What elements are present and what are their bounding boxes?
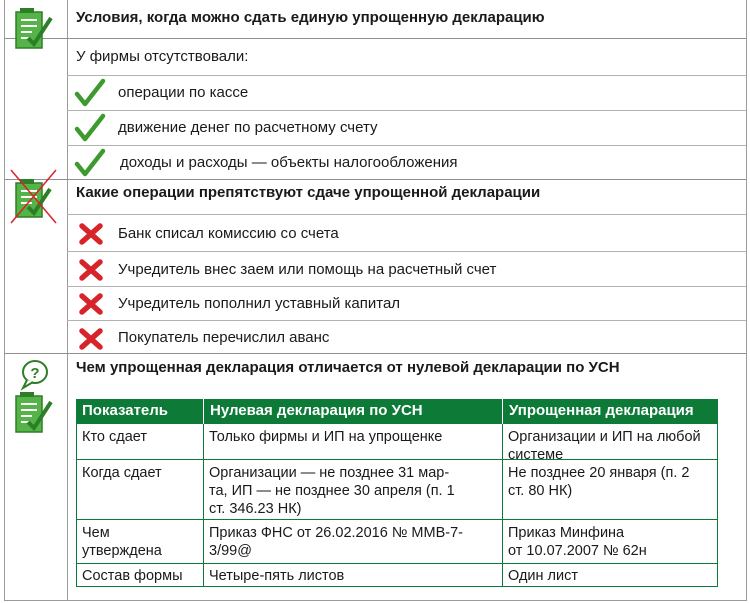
cross-icon (78, 222, 104, 246)
table-cell: Состав формы (82, 568, 183, 584)
table-cell: Не позднее 20 января (п. 2 ст. 80 НК) (508, 465, 690, 499)
table-cell: Только фирмы и ИП на упрощенке (209, 429, 443, 445)
list-item: Учредитель внес заем или помощь на расчетный счет (118, 261, 497, 278)
table-cell: Четыре-пять листов (209, 568, 345, 584)
list-item: Банк списал комиссию со счета (118, 225, 339, 242)
checkmark-icon (74, 78, 106, 108)
divider (4, 179, 746, 180)
section-subtitle: У фирмы отсутствовали: (76, 48, 249, 65)
table-cell: Когда сдает (82, 465, 162, 481)
divider (67, 75, 746, 76)
document-crossed-icon (8, 167, 60, 229)
table-cell: Кто сдает (82, 429, 148, 445)
list-item: операции по кассе (118, 84, 249, 101)
table-header-cell: Показатель (76, 399, 203, 424)
table-cell: Организации — не позднее 31 мар- та, ИП — не позднее 30 апреля (п. 1 ст. 346.23 НК) (209, 465, 455, 517)
divider (67, 110, 746, 111)
divider (4, 353, 746, 354)
checkmark-icon (74, 113, 106, 143)
cross-icon (78, 327, 104, 351)
table-cell: Один лист (508, 568, 579, 584)
svg-text:?: ? (30, 365, 40, 382)
checkmark-icon (74, 148, 106, 178)
list-item: доходы и расходы — объекты налогообложения (120, 154, 458, 171)
divider (67, 145, 746, 146)
divider (4, 38, 746, 39)
table-grid (76, 563, 718, 564)
question-document-icon (13, 358, 57, 436)
cross-icon (78, 258, 104, 282)
table-header-cell: Нулевая декларация по УСН (203, 399, 502, 424)
list-item: Покупатель перечислил аванс (118, 329, 330, 346)
table-cell: Организации и ИП на любой системе (508, 429, 701, 463)
divider (67, 286, 746, 287)
cross-icon (78, 292, 104, 316)
divider (67, 214, 746, 215)
table-cell: Приказ Минфина от 10.07.2007 № 62н (508, 525, 647, 559)
list-item: движение денег по расчетному счету (118, 119, 378, 136)
document-check-icon (14, 6, 54, 52)
table-header-cell: Упрощенная декларация (502, 399, 718, 424)
table-cell: Приказ ФНС от 26.02.2016 № ММВ-7- 3/99@ (209, 525, 463, 559)
table-cell: Чем утверждена (82, 525, 162, 559)
list-item: Учредитель пополнил уставный капитал (118, 295, 401, 312)
section-title: Какие операции препятствуют сдаче упрощенной декларации (76, 184, 541, 201)
icon-column-divider (67, 0, 68, 600)
divider (67, 320, 746, 321)
section-title: Чем упрощенная декларация отличается от нулевой декларации по УСН (76, 359, 620, 376)
section-title: Условия, когда можно сдать единую упрощенную декларацию (76, 9, 545, 26)
divider (67, 251, 746, 252)
comparison-table (76, 399, 718, 587)
